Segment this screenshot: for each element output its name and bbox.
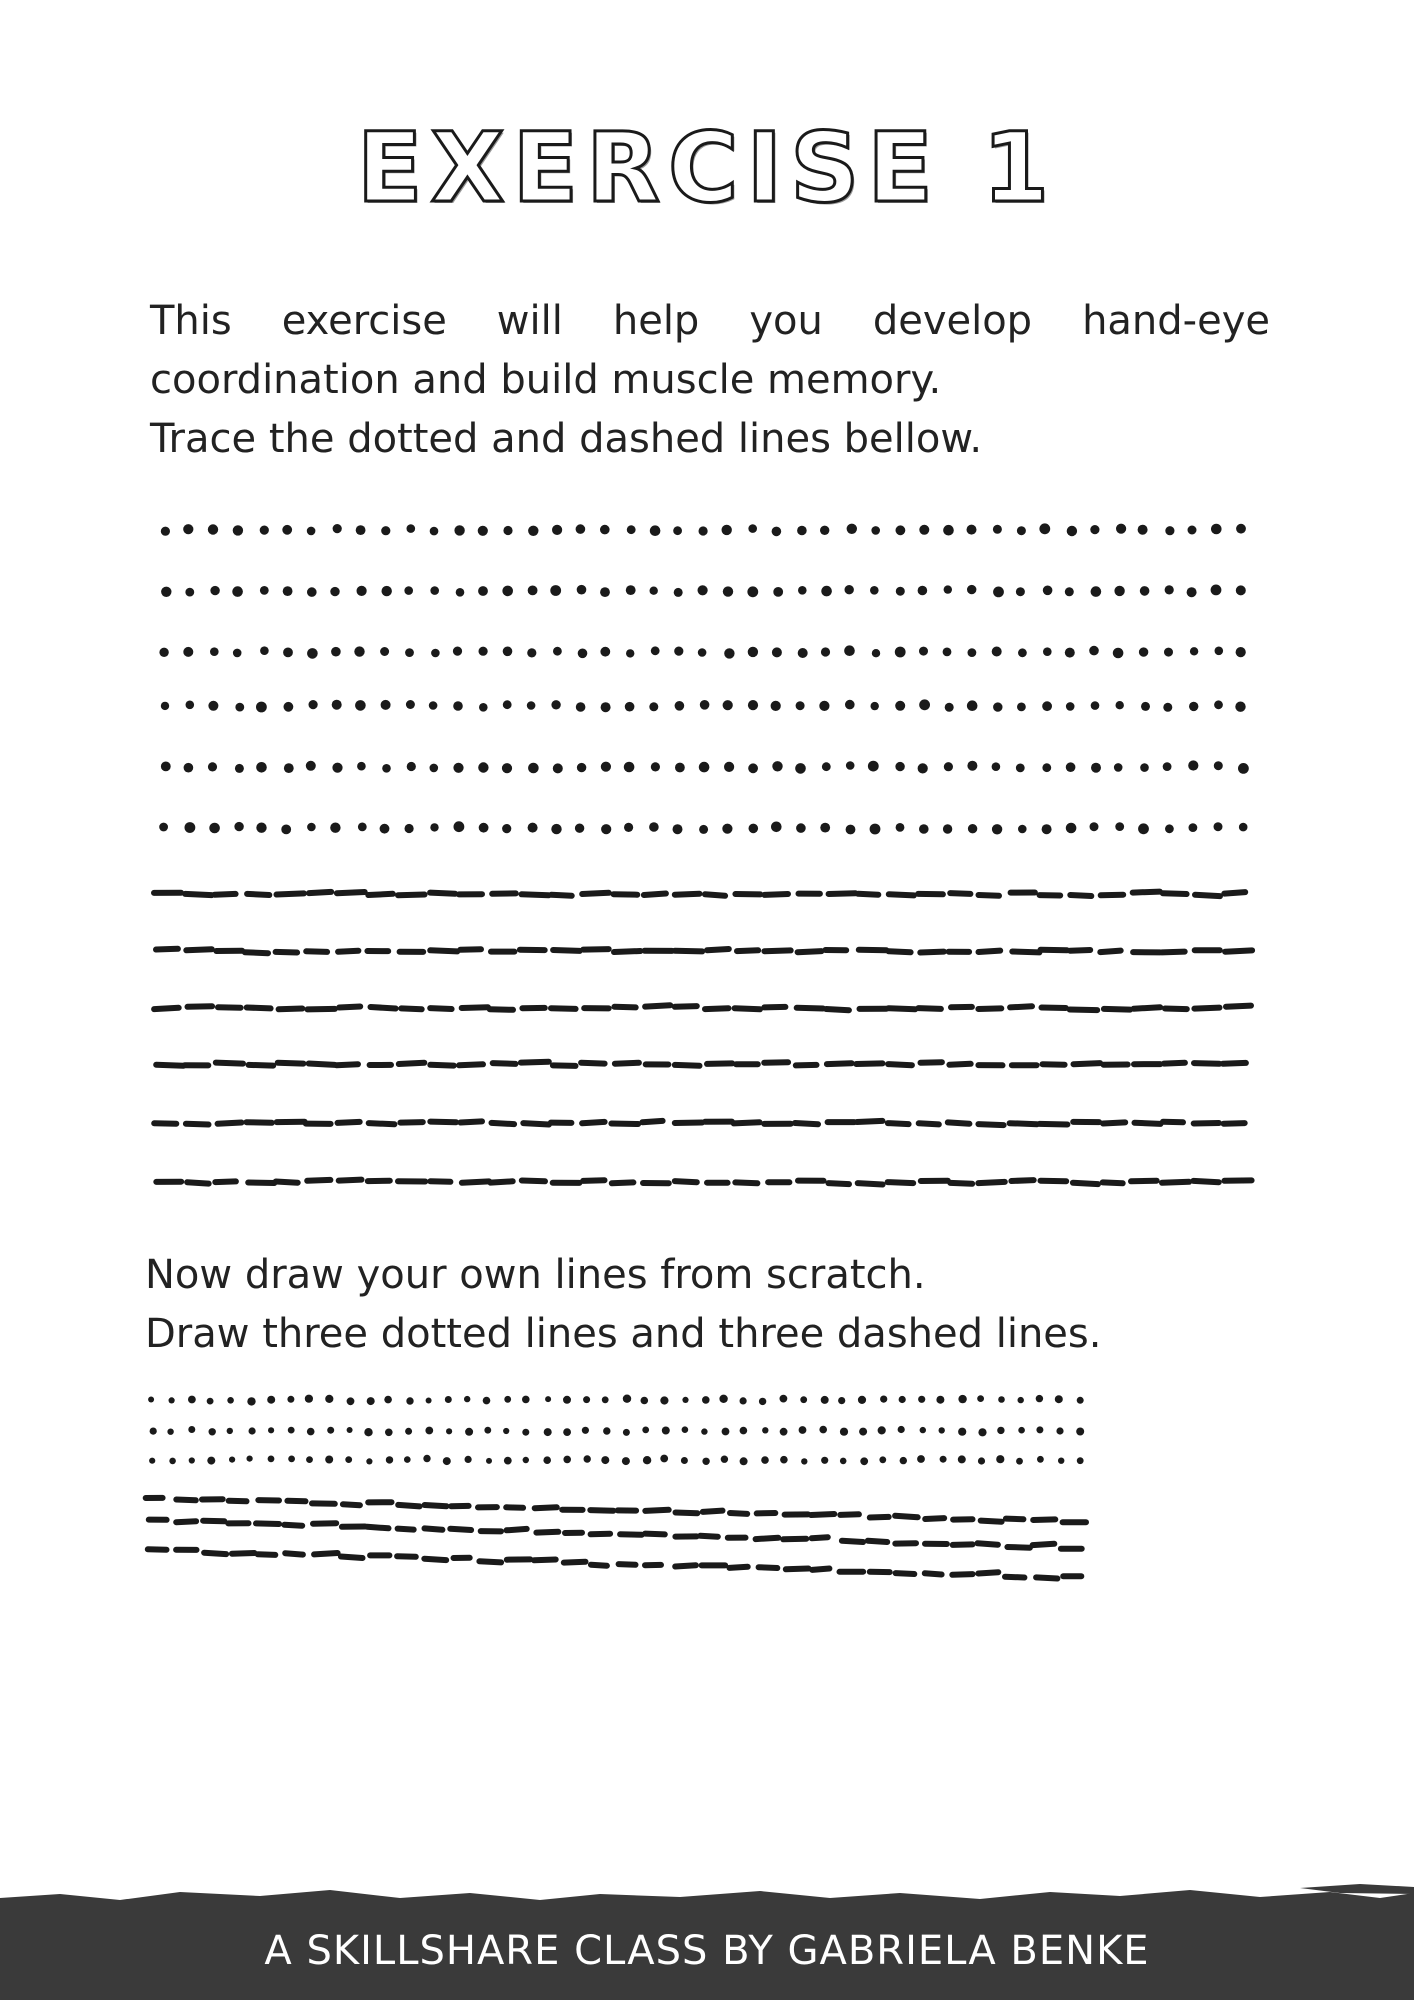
dot — [722, 1428, 730, 1436]
dash — [811, 1514, 834, 1515]
dash — [591, 1534, 611, 1535]
dash — [285, 1553, 303, 1554]
dot — [325, 1456, 333, 1464]
dot — [406, 1397, 413, 1404]
dash — [756, 1538, 779, 1539]
dash — [341, 1557, 363, 1559]
dot — [582, 1427, 589, 1434]
dot — [602, 1396, 609, 1403]
dash — [978, 1543, 998, 1544]
dot — [899, 1396, 906, 1403]
dot — [996, 1455, 1004, 1463]
dash — [703, 1511, 723, 1512]
dash — [619, 1564, 636, 1565]
dot — [898, 1426, 905, 1433]
dot — [367, 1397, 375, 1405]
dot — [918, 1396, 925, 1403]
dash — [591, 1565, 607, 1566]
dash — [842, 1541, 863, 1542]
dash — [783, 1539, 806, 1540]
dot — [504, 1396, 511, 1403]
dash — [978, 1572, 998, 1573]
dot — [880, 1396, 887, 1403]
dash — [424, 1559, 446, 1560]
dot — [641, 1397, 649, 1405]
dot — [900, 1457, 907, 1464]
dash — [450, 1529, 471, 1530]
dot — [167, 1429, 173, 1435]
dash — [645, 1534, 665, 1535]
dash — [313, 1523, 336, 1524]
dot — [662, 1427, 670, 1435]
dot — [227, 1397, 234, 1404]
dot — [169, 1458, 176, 1465]
dot — [799, 1426, 807, 1434]
dot — [740, 1397, 747, 1404]
sample-dashed-line — [146, 1498, 1086, 1522]
dot — [404, 1456, 411, 1463]
dot — [148, 1397, 154, 1403]
dot — [998, 1396, 1005, 1403]
dot — [860, 1457, 868, 1465]
dot — [681, 1457, 688, 1464]
dash — [536, 1532, 558, 1533]
dot — [522, 1429, 529, 1436]
dot — [583, 1396, 590, 1403]
dot — [940, 1456, 947, 1463]
dash — [812, 1537, 828, 1538]
dash — [1006, 1519, 1024, 1520]
dot — [740, 1457, 748, 1465]
dot — [268, 1456, 275, 1463]
dot — [1018, 1427, 1025, 1434]
dash — [564, 1562, 586, 1563]
dot — [247, 1397, 255, 1405]
dash — [675, 1565, 696, 1566]
dot — [701, 1428, 707, 1434]
dot — [801, 1458, 807, 1464]
dot — [327, 1427, 334, 1434]
dot — [345, 1456, 352, 1463]
dot — [702, 1458, 709, 1465]
dot — [347, 1397, 355, 1405]
dot — [522, 1396, 530, 1404]
dot — [759, 1398, 766, 1405]
dash — [676, 1513, 698, 1514]
dash — [258, 1554, 276, 1555]
dot — [227, 1428, 233, 1434]
dash — [925, 1518, 944, 1519]
dot — [267, 1396, 275, 1404]
dash — [287, 1501, 305, 1502]
dot — [821, 1457, 828, 1464]
dash — [425, 1505, 447, 1506]
dot — [364, 1428, 372, 1436]
dot — [1055, 1395, 1063, 1403]
dash — [981, 1521, 1002, 1522]
dash — [534, 1560, 556, 1561]
dot — [1036, 1395, 1043, 1402]
dot — [229, 1457, 235, 1463]
dash — [590, 1510, 613, 1511]
dash — [925, 1573, 942, 1574]
dot — [443, 1457, 451, 1465]
dot — [702, 1396, 710, 1404]
dot — [622, 1457, 630, 1465]
dot — [780, 1428, 788, 1436]
dash — [730, 1567, 748, 1568]
dot — [347, 1427, 353, 1433]
dash — [314, 1553, 338, 1554]
dot — [1036, 1426, 1043, 1433]
dash — [868, 1541, 887, 1542]
dot — [464, 1396, 470, 1402]
dot — [405, 1428, 412, 1435]
dot — [366, 1458, 372, 1464]
dot — [386, 1456, 393, 1463]
dot — [840, 1458, 847, 1465]
dash — [397, 1556, 416, 1557]
dash — [398, 1529, 414, 1530]
dash — [284, 1525, 302, 1526]
dot — [249, 1427, 256, 1434]
dot — [780, 1395, 788, 1403]
dot — [936, 1396, 944, 1404]
dot — [721, 1456, 728, 1463]
dot — [939, 1427, 945, 1433]
dot — [660, 1396, 668, 1404]
dot — [188, 1426, 195, 1433]
dot — [660, 1455, 668, 1463]
dash — [425, 1528, 443, 1529]
dash — [953, 1544, 973, 1545]
dash — [1033, 1519, 1055, 1520]
dot — [821, 1396, 829, 1404]
sample-dotted-line — [148, 1395, 1084, 1406]
dot — [305, 1395, 313, 1403]
dot — [642, 1427, 649, 1434]
sample-dashed-line — [149, 1520, 1082, 1549]
dash — [759, 1567, 778, 1568]
dash — [700, 1536, 718, 1537]
dash — [1036, 1577, 1057, 1578]
sample-dashed-line — [148, 1549, 1082, 1578]
dot — [385, 1429, 393, 1437]
dot — [503, 1428, 509, 1434]
dot — [426, 1398, 432, 1404]
dot — [288, 1456, 295, 1463]
dot — [761, 1456, 769, 1464]
dot — [288, 1427, 295, 1434]
dash — [176, 1521, 196, 1522]
dash — [232, 1553, 255, 1554]
dash — [1007, 1547, 1030, 1548]
dot — [958, 1455, 966, 1463]
dot — [207, 1398, 214, 1405]
dash — [535, 1507, 557, 1508]
dot — [780, 1456, 788, 1464]
dot — [325, 1395, 333, 1403]
sample-dotted-line — [149, 1455, 1084, 1466]
dot — [977, 1395, 984, 1402]
intro-text: This exercise will help you develop hand-eye coordination and build muscle memory. — [150, 298, 1270, 403]
dash — [479, 1561, 501, 1562]
dash — [952, 1574, 972, 1575]
intro-instruction: Trace the dotted and dashed lines bellow. — [150, 416, 983, 462]
dot — [917, 1455, 925, 1463]
dot — [584, 1455, 591, 1462]
dot — [997, 1427, 1004, 1434]
dot — [563, 1456, 571, 1464]
dot — [879, 1456, 886, 1463]
dash — [645, 1510, 668, 1511]
dot — [189, 1457, 195, 1463]
dot — [719, 1395, 727, 1403]
dot — [978, 1457, 985, 1464]
footer-credit: A SKILLSHARE CLASS BY GABRIELA BENKE — [264, 1928, 1150, 1974]
dash — [812, 1569, 829, 1570]
dot — [268, 1427, 274, 1433]
dot — [247, 1456, 253, 1462]
dash — [895, 1516, 918, 1518]
dash — [367, 1527, 388, 1529]
dash — [507, 1529, 527, 1530]
prompt-line-1: Now draw your own lines from scratch. — [145, 1252, 926, 1298]
dot — [446, 1428, 452, 1434]
dot — [445, 1396, 452, 1403]
dot — [486, 1458, 492, 1464]
page-title: EXERCISE 1 — [356, 112, 1058, 224]
dot — [287, 1396, 294, 1403]
dot — [306, 1456, 313, 1463]
dot — [484, 1427, 491, 1434]
prompt-line-2: Draw three dotted lines and three dashed lines. — [145, 1311, 1102, 1357]
dot — [840, 1428, 848, 1436]
dot — [307, 1428, 315, 1436]
dot — [1037, 1456, 1044, 1463]
dot — [603, 1427, 610, 1434]
dot — [920, 1427, 926, 1433]
dot — [169, 1397, 175, 1403]
dot — [762, 1427, 768, 1433]
dot — [623, 1395, 631, 1403]
dot — [1077, 1397, 1084, 1404]
dot — [465, 1428, 473, 1436]
dash — [256, 1523, 279, 1524]
dot — [150, 1428, 157, 1435]
dash — [204, 1553, 226, 1554]
dot — [819, 1426, 827, 1434]
dot — [563, 1396, 571, 1404]
dash — [840, 1514, 859, 1515]
dot — [1018, 1397, 1024, 1403]
dash — [343, 1504, 360, 1505]
dot — [563, 1428, 571, 1436]
dash — [1033, 1544, 1055, 1545]
dot — [544, 1428, 552, 1436]
dot — [958, 1395, 966, 1403]
dash — [398, 1505, 419, 1507]
dot — [149, 1458, 155, 1464]
dot — [483, 1397, 491, 1405]
dash — [730, 1513, 747, 1514]
dash — [1005, 1577, 1024, 1578]
dot — [623, 1429, 630, 1436]
dot — [838, 1397, 845, 1404]
dot — [601, 1456, 609, 1464]
dash — [229, 1501, 247, 1502]
dot — [958, 1428, 966, 1436]
sample-dotted-line — [150, 1426, 1085, 1437]
dot — [859, 1428, 867, 1436]
dot — [1016, 1458, 1023, 1465]
dot — [465, 1456, 472, 1463]
dot — [425, 1427, 433, 1435]
dot — [643, 1456, 651, 1464]
dot — [1056, 1427, 1063, 1434]
dot — [523, 1457, 529, 1463]
dash — [506, 1507, 523, 1508]
dot — [423, 1455, 430, 1462]
dot — [543, 1456, 551, 1464]
dash — [786, 1569, 809, 1570]
dash — [870, 1517, 889, 1518]
dot — [188, 1396, 196, 1404]
dot — [545, 1396, 551, 1402]
dot — [504, 1457, 512, 1465]
dot — [209, 1428, 216, 1435]
dot — [1076, 1428, 1084, 1436]
dot — [858, 1396, 866, 1404]
dash — [203, 1521, 224, 1522]
dash — [896, 1573, 915, 1574]
dash — [176, 1500, 196, 1501]
dot — [1058, 1458, 1064, 1464]
dot — [978, 1428, 986, 1436]
dot — [1077, 1457, 1084, 1464]
dot — [878, 1426, 886, 1434]
dot — [682, 1397, 688, 1403]
dot — [682, 1426, 689, 1433]
dot — [800, 1396, 807, 1403]
dot — [740, 1427, 748, 1435]
dot — [384, 1396, 392, 1404]
dot — [207, 1457, 215, 1465]
